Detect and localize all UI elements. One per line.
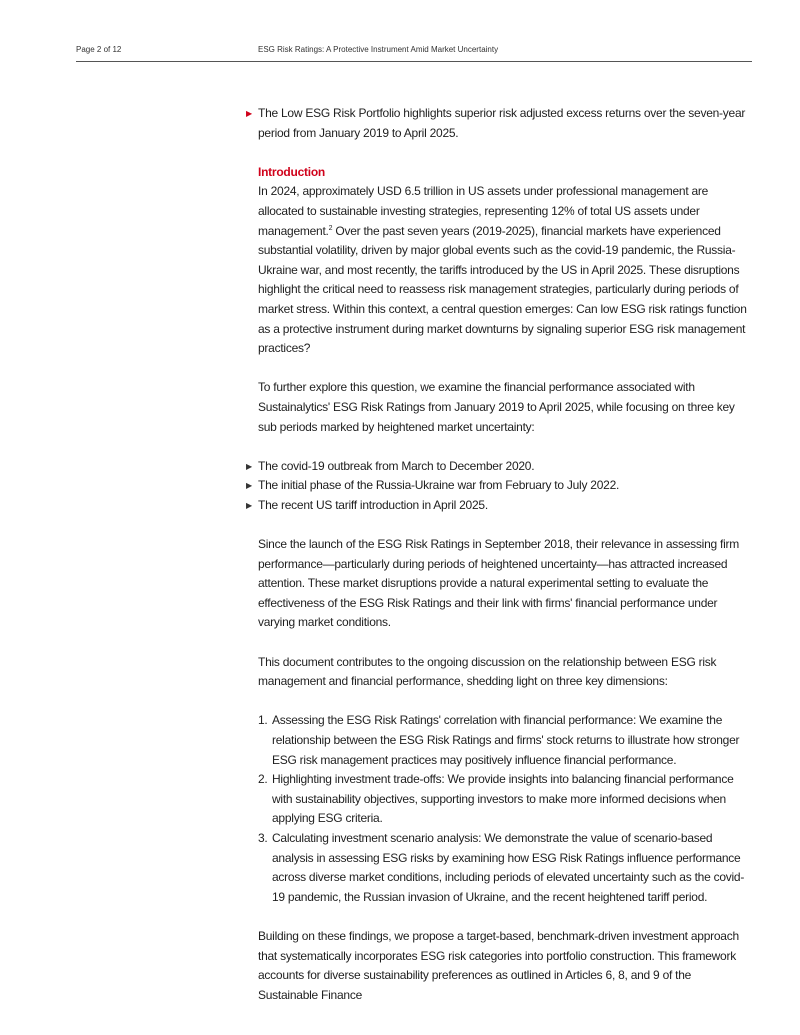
footnote-marker: 2 bbox=[328, 224, 333, 232]
intro-paragraph bbox=[258, 182, 752, 358]
period-bullet bbox=[246, 476, 752, 496]
period-bullet-text: The initial phase of the Russia-Ukraine war from February to July 2022. bbox=[258, 478, 620, 493]
triangle-bullet-icon: ▶ bbox=[246, 461, 252, 471]
list-item-text: Highlighting investment trade-offs: We provide insights into balancing financial performance with sustainability objectives, supporting investors to make more informed decisions when applying ESG criteria. bbox=[272, 772, 734, 826]
list-item-number: 2. bbox=[258, 772, 268, 787]
launch-paragraph: Since the launch of the ESG Risk Ratings in September 2018, their relevance in assessing firm performance—particularly during periods of heightened uncertainty—has attracted increased attention. These market disruptions provide a natural experimental setting to evaluate the effectiveness of the ESG Risk Ratings and their link with firms' financial performance under varying market conditions. bbox=[258, 537, 740, 630]
period-bullet bbox=[246, 457, 752, 477]
highlight-bullet bbox=[246, 104, 752, 143]
section-heading: Introduction bbox=[258, 164, 325, 179]
list-item-text: Assessing the ESG Risk Ratings' correlation with financial performance: We examine the relationship between the ESG Risk Ratings and firms' stock returns to illustrate how stronger ESG risk management practices may positively influence financial performance. bbox=[272, 713, 740, 767]
highlight-bullet-text: The Low ESG Risk Portfolio highlights superior risk adjusted excess returns over the seven-year period from January 2019 to April 2025. bbox=[258, 106, 746, 140]
list-item-text: Calculating investment scenario analysis: We demonstrate the value of scenario-based analysis in assessing ESG risks by examining how ESG Risk Ratings influence performance across diverse market conditions, including periods of elevated uncertainty such as the covid-19 pandemic, the Russian invasion of Ukraine, and the recent heightened tariff period. bbox=[272, 830, 745, 904]
page-body bbox=[246, 104, 752, 1005]
explore-paragraph: To further explore this question, we examine the financial performance associated with Sustainalytics' ESG Risk Ratings from January 2019 to April 2025, while focusing on three key sub periods marked by heightened market uncertainty: bbox=[258, 380, 735, 434]
intro-paragraph-text-b: Over the past seven years (2019-2025), financial markets have experienced substantial volatility, driven by major global events such as the covid-19 pandemic, the Russia-Ukraine war, and most recently, the tariffs introduced by the US in April 2025. These disruptions highlight the critical need to reassess risk management strategies, particularly during periods of market stress. Within this context, a central question emerges: Can low ESG risk ratings function as a protective instrument during market downturns by signaling superior ESG risk management practices? bbox=[258, 223, 747, 356]
page-number: Page 2 of 12 bbox=[76, 45, 122, 54]
intro-paragraph-text-a: In 2024, approximately USD 6.5 trillion in US assets under professional management are allocated to sustainable investing strategies, representing 12% of total US assets under management. bbox=[258, 184, 709, 238]
document-title: ESG Risk Ratings: A Protective Instrument Amid Market Uncertainty bbox=[258, 45, 499, 54]
list-item bbox=[258, 770, 752, 829]
triangle-bullet-icon: ▶ bbox=[246, 481, 252, 491]
list-item-number: 3. bbox=[258, 830, 268, 845]
dimensions-list bbox=[258, 711, 752, 907]
findings-paragraph: Building on these findings, we propose a target-based, benchmark-driven investment approach that systematically incorporates ESG risk categories into portfolio construction. This framework accounts for diverse sustainability preferences as outlined in Articles 6, 8, and 9 of the Sustainable Finance bbox=[258, 928, 739, 1002]
list-item bbox=[258, 711, 752, 770]
red-triangle-bullet-icon: ▶ bbox=[246, 109, 252, 118]
contribution-paragraph: This document contributes to the ongoing discussion on the relationship between ESG risk management and financial performance, shedding light on three key dimensions: bbox=[258, 654, 717, 689]
triangle-bullet-icon: ▶ bbox=[246, 500, 252, 510]
list-item bbox=[258, 829, 752, 907]
period-bullet-text: The covid-19 outbreak from March to December 2020. bbox=[258, 458, 535, 473]
period-bullet bbox=[246, 496, 752, 516]
page-header bbox=[76, 44, 752, 62]
period-bullet-text: The recent US tariff introduction in April 2025. bbox=[258, 497, 488, 512]
list-item-number: 1. bbox=[258, 713, 268, 728]
